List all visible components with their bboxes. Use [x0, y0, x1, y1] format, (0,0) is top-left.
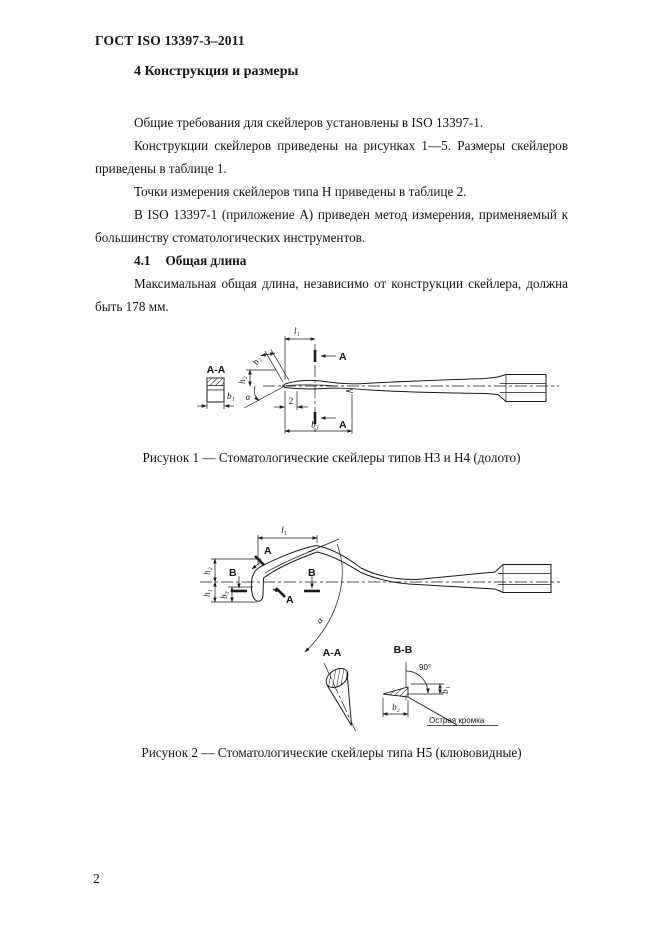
subsection-title: Общая длина: [165, 253, 247, 268]
dim-alpha: α: [245, 392, 251, 402]
figure-1-caption: Рисунок 1 — Стоматологические скейлеры типов Н3 и Н4 (долото): [142, 450, 521, 465]
dim-b3: b₃: [219, 591, 229, 599]
figure-2-drawing: [165, 512, 565, 740]
section-aa-detail: [197, 364, 235, 409]
detail-bb: [383, 644, 498, 726]
dim-b2: b₂: [392, 702, 400, 712]
section-a-top-label: A: [264, 545, 272, 557]
dim-h1: h₁: [202, 589, 212, 597]
dim-2: 2: [288, 396, 294, 406]
section-a-bottom-label: A: [286, 594, 294, 606]
page-number: 2: [93, 871, 100, 886]
section-a-bottom-label: A: [339, 419, 347, 431]
paragraph: Общие требования для скейлеров установлены в ISO 13397-1.: [134, 115, 484, 130]
figure-2-caption: Рисунок 2 — Стоматологические скейлеры типа Н5 (клювовидные): [141, 745, 522, 760]
detail-aa: [323, 647, 356, 732]
dim-alpha-group: [305, 544, 342, 652]
dim-2-group: [274, 391, 308, 434]
section-heading: 4 Конструкция и размеры: [134, 64, 299, 79]
section-a-top-label: A: [339, 351, 347, 363]
dim-alpha-group: [244, 386, 285, 408]
paragraph: В ISO 13397-1 (приложение А) приведен метод измерения, применяемый к большинству стоматологических инструментов.: [95, 207, 568, 245]
section-b-left-label: B: [229, 567, 237, 579]
dim-b3: b₃: [311, 419, 319, 430]
dim-b1: b₁: [440, 686, 450, 694]
dim-h2: h₂: [237, 376, 247, 384]
detail-aa-label: A-A: [322, 647, 342, 659]
dim-l1: l₁: [281, 525, 287, 535]
detail-bb-label: B-B: [393, 644, 413, 656]
dim-b1: b₁: [227, 391, 235, 401]
paragraph: Точки измерения скейлеров типа Н приведены в таблице 2.: [134, 184, 467, 199]
dim-alpha: α: [313, 615, 325, 626]
sharp-edge-label: Острая кромка: [429, 716, 485, 725]
section-aa-label: A-A: [206, 364, 226, 376]
dim-b2: b₂: [250, 354, 263, 367]
body-text: [95, 111, 568, 318]
paragraph: Максимальная общая длина, независимо от конструкции скейлера, должна быть 178 мм.: [95, 276, 568, 314]
dim-90deg: 90°: [419, 663, 432, 672]
section-b-right-label: B: [308, 567, 316, 579]
subsection-number: 4.1: [134, 253, 151, 268]
paragraph: Конструкции скейлеров приведены на рисунках 1—5. Размеры скейлеров приведены в таблице 1.: [95, 138, 568, 176]
figure-1-drawing: [145, 320, 565, 445]
dim-h2-group: [237, 370, 276, 386]
dim-h2: h₂: [202, 567, 212, 575]
subsection-heading: [95, 249, 568, 272]
dim-l1: l₁: [294, 326, 300, 336]
scaler-outline: [283, 375, 547, 402]
dim-b2-group: [250, 350, 289, 383]
scaler-outline: [251, 546, 551, 602]
dim-l1-group: [285, 326, 315, 380]
document-header: ГОСТ ISO 13397-3–2011: [95, 33, 245, 48]
